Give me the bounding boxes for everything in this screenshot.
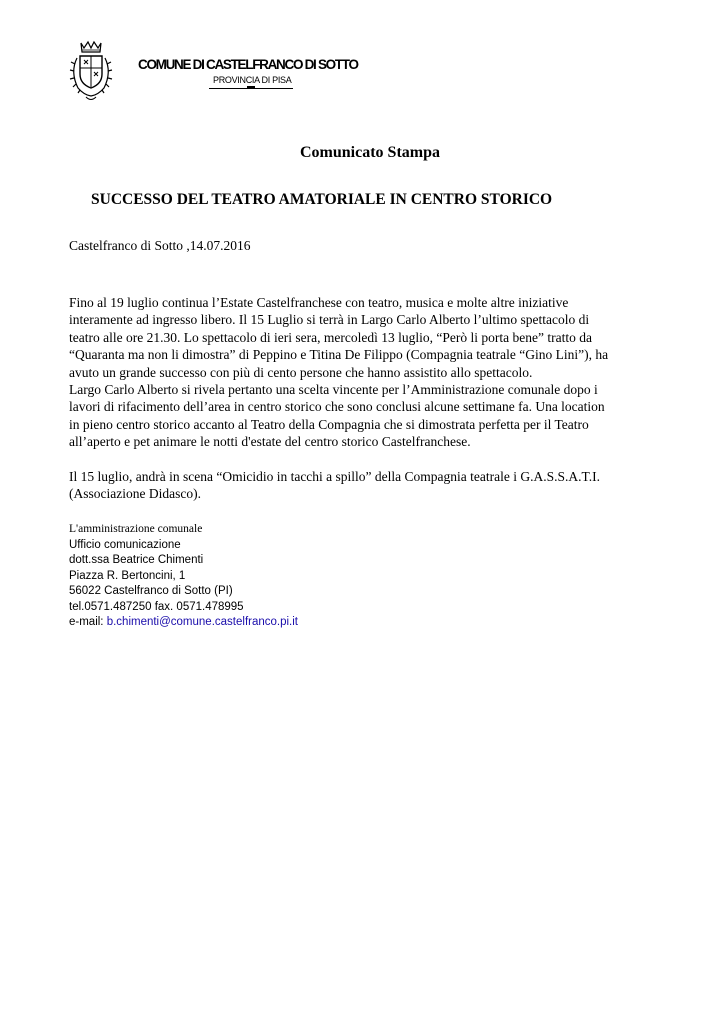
body-line: avuto un grande successo con più di cento persone che hanno assistito allo spettacolo. [69, 364, 533, 380]
signature-office: Ufficio comunicazione [69, 538, 181, 551]
body-line: (Associazione Didasco). [69, 486, 201, 502]
paragraph-gap [69, 451, 669, 468]
body-line: Fino al 19 luglio continua l’Estate Castelfranchese con teatro, musica e molte altre iniziative [69, 295, 569, 310]
body-line: “Quaranta ma non li dimostra” di Peppino e Titina De Filippo (Compagnia teatrale “Gino Lini”), ha [69, 347, 609, 363]
coat-of-arms-icon [66, 40, 116, 104]
body-line: in pieno centro storico accanto al Teatro della Compagnia che si dimostrata perfetta per il Teatro [69, 416, 589, 432]
press-release-label: Comunicato Stampa [299, 144, 440, 161]
dateline: Castelfranco di Sotto ,14.07.2016 [69, 238, 251, 253]
signature-street: Piazza R. Bertoncini, 1 [69, 569, 186, 582]
email-label: e-mail: [69, 616, 107, 628]
province-name: PROVINCIA DI PISA [213, 75, 292, 85]
article-body [69, 294, 669, 502]
signature-city: 56022 Castelfranco di Sotto (PI) [69, 585, 233, 597]
body-line: lavori di rifacimento dell’area in centro storico che sono conclusi alcune settimane fa. Una location [69, 399, 605, 415]
email-link[interactable]: b.chimenti@comune.castelfranco.pi.it [106, 616, 298, 628]
letterhead-divider [209, 88, 293, 89]
signature-email-row [69, 615, 298, 631]
signature-name: dott.ssa Beatrice Chimenti [69, 554, 204, 566]
headline: SUCCESSO DEL TEATRO AMATORIALE IN CENTRO STORICO [91, 191, 553, 208]
signature-phone: tel.0571.487250 fax. 0571.478995 [69, 600, 244, 613]
body-line: interamente ad ingresso libero. Il 15 Luglio si terrà in Largo Carlo Alberto l’ultimo spettacolo di [69, 312, 590, 328]
municipality-name: COMUNE DI CASTELFRANCO DI SOTTO [138, 57, 358, 72]
body-line: teatro alle ore 21.30. Lo spettacolo di ieri sera, mercoledì 13 luglio, “Però li porta bene” tratto da [69, 329, 592, 345]
signature-block [69, 522, 298, 631]
signature-authority: L'amministrazione comunale [69, 523, 203, 535]
body-line: all’aperto e pet animare le notti d'estate del centro storico Castelfranchese. [69, 434, 471, 450]
letterhead-divider-mark [247, 86, 255, 88]
body-line: Largo Carlo Alberto si rivela pertanto una scelta vincente per l’Amministrazione comunale dopo i [69, 382, 598, 398]
body-line: Il 15 luglio, andrà in scena “Omicidio in tacchi a spillo” della Compagnia teatrale i G.A.S.S.A.T.I. [69, 468, 600, 484]
